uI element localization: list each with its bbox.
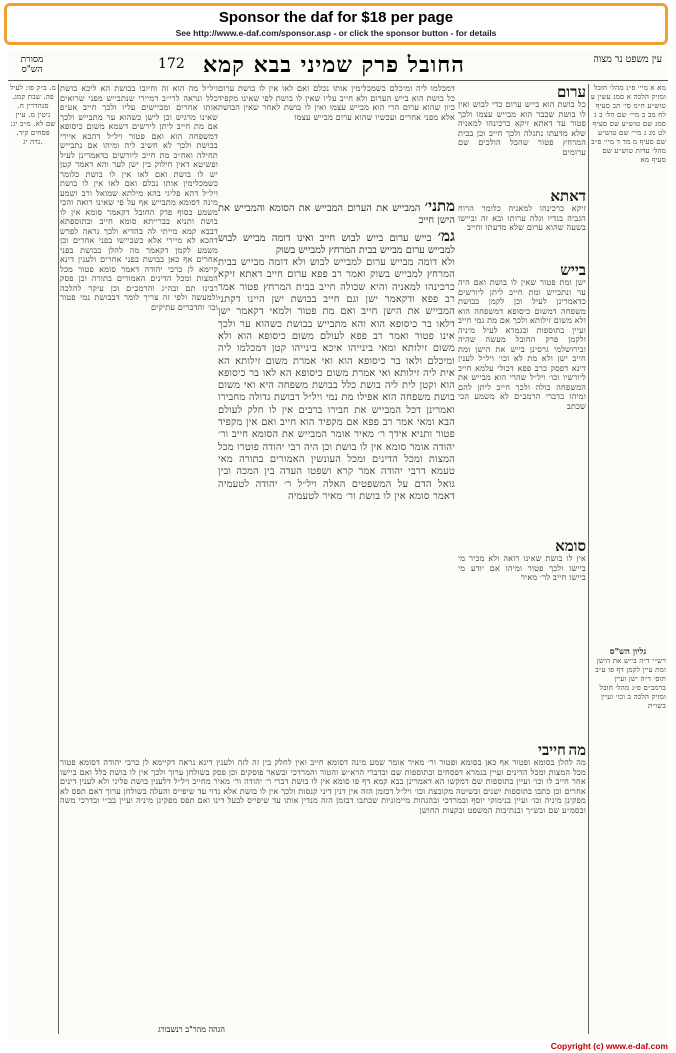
talmud-page (8, 50, 668, 1040)
marker-arum: ערום (556, 84, 586, 101)
gemara-column (218, 198, 455, 728)
marker-chayav: חייבי (538, 742, 566, 759)
sponsor-title[interactable]: Sponsor the daf for $18 per page (218, 9, 454, 26)
page-title: החובל פרק שמיני בבא קמא (203, 52, 465, 78)
sponsor-banner[interactable] (4, 3, 668, 45)
marker-ata: דאתא (550, 187, 586, 205)
gemara-text: בייש ערום בייש לבוש חייב ואינו דומה מבייש לבוש למבייש ערום מבייש בבית המרחץ למבייש בשוק (218, 232, 455, 256)
mishnah-opening: מתני׳ (424, 198, 455, 215)
page-number: 172 (158, 56, 185, 72)
copyright-notice[interactable]: Copyright (c) www.e-daf.com (550, 1041, 668, 1051)
marker-suma: סומא (555, 537, 586, 555)
gemara-opening: גמ׳ (437, 226, 455, 245)
marker-ma: מה (568, 742, 586, 759)
gilyon-hashas-title: גליון הש"ס (609, 647, 647, 657)
tosafot-column (60, 84, 218, 736)
masoret-hashas-column (10, 84, 56, 1034)
hagahot-title: הגהה מהר"ב רנשבורג (158, 1025, 226, 1034)
column-divider (588, 84, 589, 1034)
mishnah-text: המבייש את הערום המבייש את הסומא והמבייש את הישן חייב (218, 203, 455, 227)
gemara-top-block (218, 84, 455, 196)
column-divider (58, 84, 59, 1034)
ein-mishpat-label: עין משפט נר מצוה (593, 54, 662, 65)
page-header (8, 52, 668, 81)
masoret-hashas-label: מסורת הש"ס (20, 55, 44, 75)
sponsor-subtitle[interactable]: See http://www.e-daf.com/sponsor.asp - or click the sponsor button - for details (175, 28, 497, 38)
rashi-column (458, 84, 586, 736)
ein-mishpat-column (590, 84, 666, 1034)
marker-bayish: בייש (560, 261, 586, 279)
bottom-commentary-block (60, 742, 586, 1022)
